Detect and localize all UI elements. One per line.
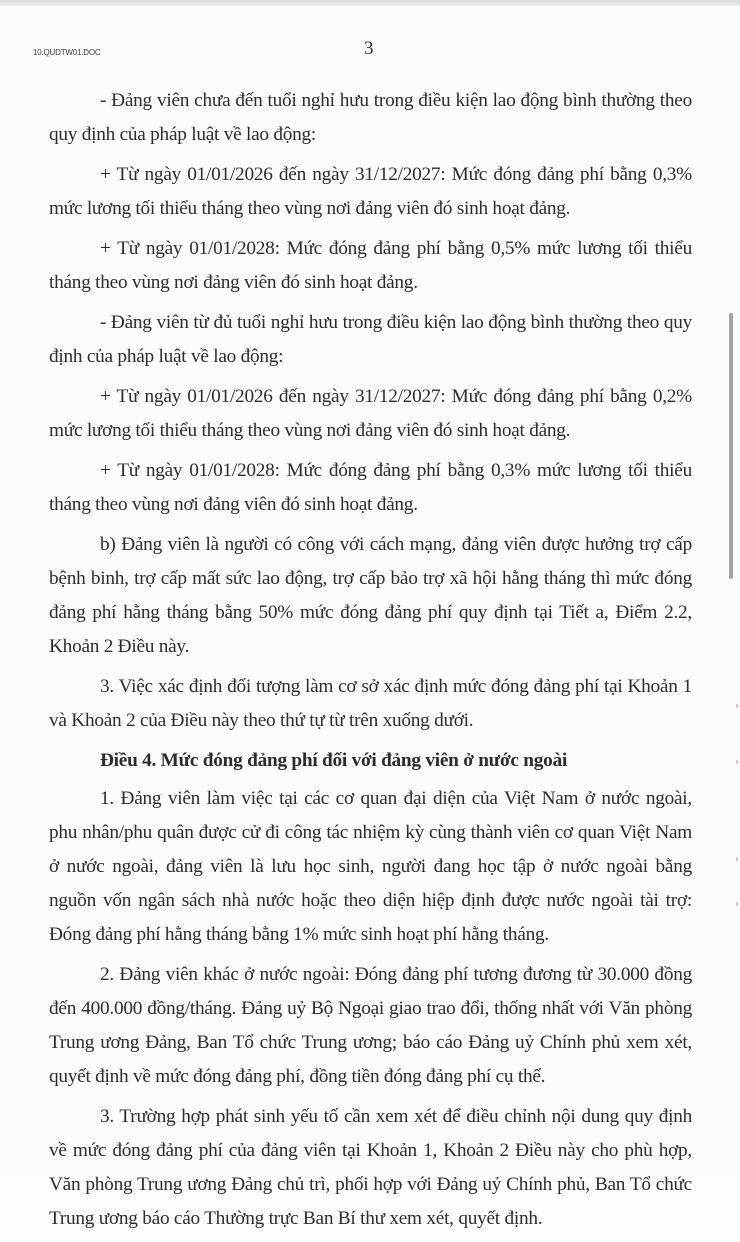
paragraph-point-b: b) Đảng viên là người có công với cách mạng, đảng viên được hưởng trợ cấp bệnh binh, trợ cấp mất sức lao động, trợ cấp bảo trợ xã hội hằng tháng thì mức đóng đảng phí hằng tháng bằng 50% mức đóng đảng phí quy định tại Tiết a, Điểm 2.2, Khoản 2 Điều này. [49,534,692,657]
paragraph-article-4-clause-1: 1. Đảng viên làm việc tại các cơ quan đại diện của Việt Nam ở nước ngoài, phu nhân/phu quân được cử đi công tác nhiệm kỳ cùng thành viên cơ quan Việt Nam ở nước ngoài, đảng viên là lưu học sinh, người đang học tập ở nước ngoài bằng nguồn vốn ngân sách nhà nước hoặc theo diện hiệp định được nước ngoài tài trợ: Đóng đảng phí hằng tháng bằng 1% mức sinh hoạt phí hằng tháng. [49,788,692,945]
paragraph-article-4-clause-2: 2. Đảng viên khác ở nước ngoài: Đóng đảng phí tương đương từ 30.000 đồng đến 400.000 đồng/tháng. Đảng uỷ Bộ Ngoại giao trao đổi, thống nhất với Văn phòng Trung ương Đảng, Ban Tổ chức Trung ương; báo cáo Đảng uỷ Chính phủ xem xét, quyết định về mức đóng đảng phí, đồng tiền đóng đảng phí cụ thể. [49,964,692,1087]
document-body [49,84,692,1242]
scan-mark [736,704,738,708]
file-label: 10.QUDTW01.DOC [33,48,101,57]
paragraph-not-retired-intro: - Đảng viên chưa đến tuổi nghỉ hưu trong điều kiện lao động bình thường theo quy định của pháp luật về lao động: [49,90,692,145]
paragraph-not-retired-2026: + Từ ngày 01/01/2026 đến ngày 31/12/2027: Mức đóng đảng phí bằng 0,3% mức lương tối thiểu tháng theo vùng nơi đảng viên đó sinh hoạt đảng. [49,164,692,219]
scan-mark [736,902,738,906]
paragraph-retired-2026: + Từ ngày 01/01/2026 đến ngày 31/12/2027: Mức đóng đảng phí bằng 0,2% mức lương tối thiểu tháng theo vùng nơi đảng viên đó sinh hoạt đảng. [49,386,692,441]
scan-mark [736,857,738,861]
paragraph-retired-intro: - Đảng viên từ đủ tuổi nghỉ hưu trong điều kiện lao động bình thường theo quy định của pháp luật về lao động: [49,312,692,367]
paragraph-article-4-clause-3: 3. Trường hợp phát sinh yếu tố cần xem xét để điều chỉnh nội dung quy định về mức đóng đảng phí của đảng viên tại Khoản 1, Khoản 2 Điều này cho phù hợp, Văn phòng Trung ương Đảng chủ trì, phối hợp với Đảng uỷ Chính phủ, Ban Tổ chức Trung ương báo cáo Thường trực Ban Bí thư xem xét, quyết định. [49,1106,692,1229]
paragraph-not-retired-2028: + Từ ngày 01/01/2028: Mức đóng đảng phí bằng 0,5% mức lương tối thiểu tháng theo vùng nơi đảng viên đó sinh hoạt đảng. [49,238,692,293]
page-number: 3 [364,38,374,59]
article-4-heading: Điều 4. Mức đóng đảng phí đối với đảng viên ở nước ngoài [100,750,568,771]
paragraph-clause-3: 3. Việc xác định đối tượng làm cơ sở xác định mức đóng đảng phí tại Khoản 1 và Khoản 2 của Điều này theo thứ tự từ trên xuống dưới. [49,676,692,731]
paragraph-retired-2028: + Từ ngày 01/01/2028: Mức đóng đảng phí bằng 0,3% mức lương tối thiểu tháng theo vùng nơi đảng viên đó sinh hoạt đảng. [49,460,692,515]
scrollbar[interactable] [726,0,740,1177]
scan-mark [736,760,738,764]
scrollbar-thumb[interactable] [729,313,733,579]
